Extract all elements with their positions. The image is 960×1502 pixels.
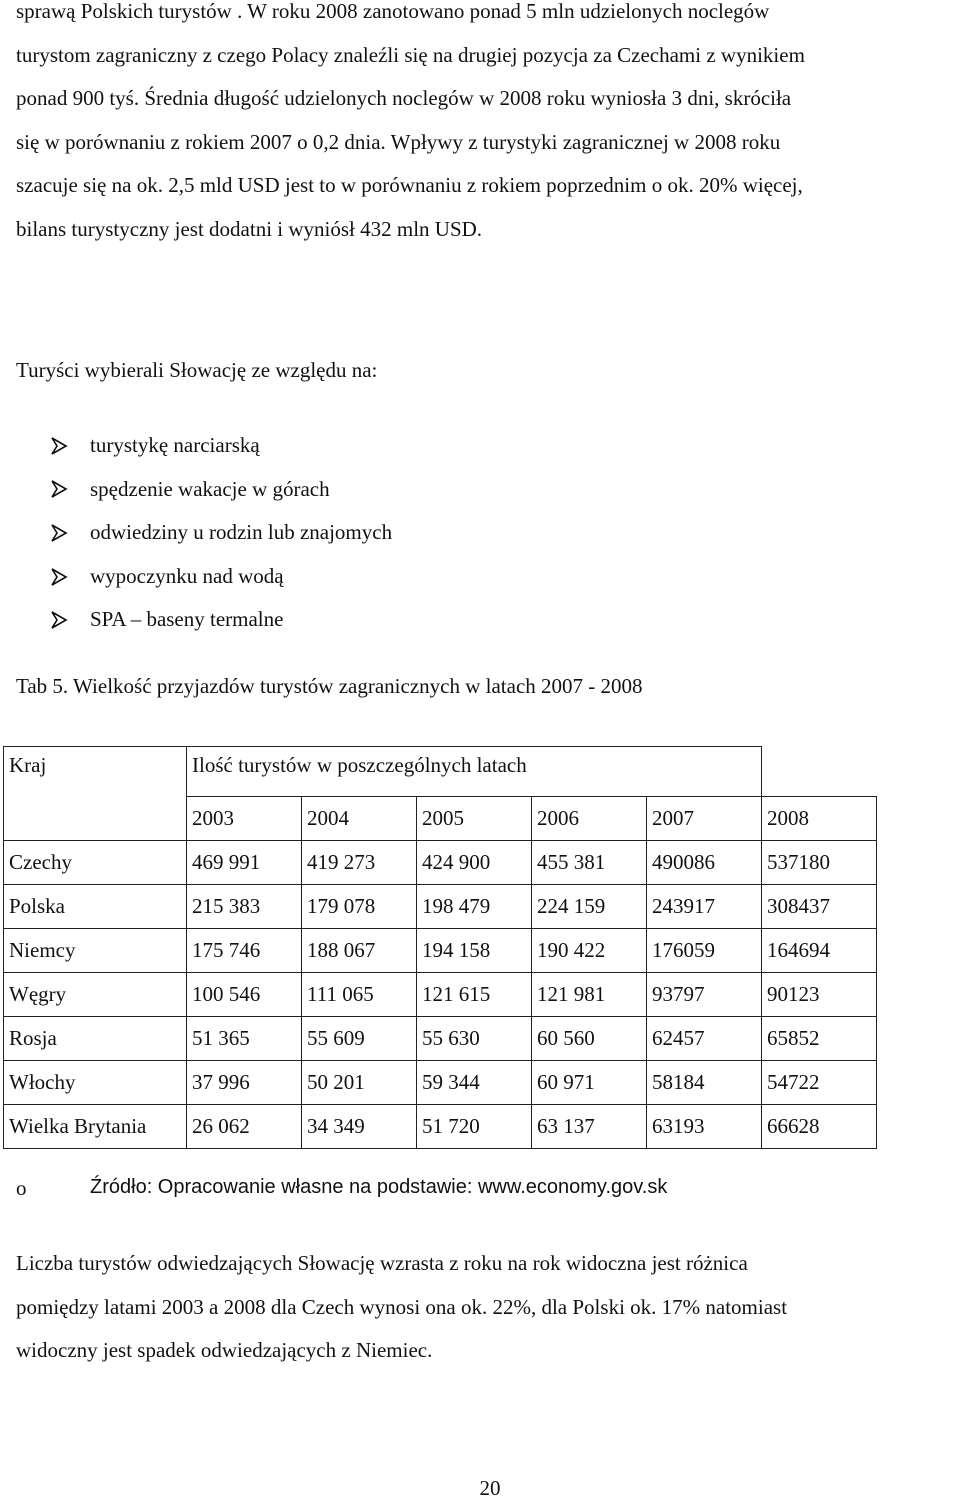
- value-cell: 100 546: [187, 973, 302, 1017]
- paragraph-tourism-stats: [16, 0, 946, 251]
- value-cell: 58184: [647, 1061, 762, 1105]
- country-cell: Rosja: [4, 1017, 187, 1061]
- corner-header: Kraj: [4, 747, 187, 797]
- list-item: [50, 468, 392, 512]
- country-cell: Niemcy: [4, 929, 187, 973]
- list-item: [50, 598, 392, 642]
- value-cell: 93797: [647, 973, 762, 1017]
- value-cell: 419 273: [302, 841, 417, 885]
- value-cell: 188 067: [302, 929, 417, 973]
- value-cell: 121 981: [532, 973, 647, 1017]
- value-cell: 60 971: [532, 1061, 647, 1105]
- paragraph-line: bilans turystyczny jest dodatni i wyniósł 432 mln USD.: [16, 216, 483, 241]
- paragraph-line: Liczba turystów odwiedzających Słowację wzrasta z roku na rok widoczna jest różnica: [16, 1251, 748, 1275]
- table-row: [4, 929, 877, 973]
- value-cell: 424 900: [417, 841, 532, 885]
- list-item: [50, 424, 392, 468]
- table-caption: Tab 5. Wielkość przyjazdów turystów zagranicznych w latach 2007 - 2008: [16, 674, 643, 698]
- value-cell: 308437: [762, 885, 877, 929]
- value-cell: 194 158: [417, 929, 532, 973]
- page-number: 20: [479, 1476, 501, 1500]
- value-cell: 190 422: [532, 929, 647, 973]
- country-cell: Czechy: [4, 841, 187, 885]
- value-cell: 224 159: [532, 885, 647, 929]
- arrowhead-bullet-icon: [50, 437, 68, 455]
- value-cell: 59 344: [417, 1061, 532, 1105]
- paragraph-line: sprawą Polskich turystów . W roku 2008 zanotowano ponad 5 mln udzielonych noclegów: [16, 0, 770, 23]
- year-header: 2003: [187, 797, 302, 841]
- value-cell: 490086: [647, 841, 762, 885]
- value-cell: 63193: [647, 1105, 762, 1149]
- value-cell: 34 349: [302, 1105, 417, 1149]
- list-item-label: odwiedziny u rodzin lub znajomych: [90, 520, 393, 545]
- table-row: [4, 973, 877, 1017]
- list-item-label: SPA – baseny termalne: [90, 607, 284, 632]
- value-cell: 37 996: [187, 1061, 302, 1105]
- year-header: 2005: [417, 797, 532, 841]
- value-cell: 164694: [762, 929, 877, 973]
- paragraph-line: widoczny jest spadek odwiedzających z Niemiec.: [16, 1338, 433, 1362]
- table-row: [4, 1017, 877, 1061]
- source-note: [16, 1176, 667, 1201]
- country-cell: Węgry: [4, 973, 187, 1017]
- value-cell: 55 630: [417, 1017, 532, 1061]
- paragraph-line: turystom zagraniczny z czego Polacy znaleźli się na drugiej pozycja za Czechami z wynikiem: [16, 42, 805, 67]
- year-header: 2006: [532, 797, 647, 841]
- year-header: 2004: [302, 797, 417, 841]
- value-cell: 50 201: [302, 1061, 417, 1105]
- country-cell: Polska: [4, 885, 187, 929]
- value-cell: 179 078: [302, 885, 417, 929]
- value-cell: 60 560: [532, 1017, 647, 1061]
- source-text: Źródło: Opracowanie własne na podstawie: www.economy.gov.sk: [90, 1176, 668, 1198]
- value-cell: 66628: [762, 1105, 877, 1149]
- country-cell: Włochy: [4, 1061, 187, 1105]
- list-item-label: turystykę narciarską: [90, 433, 260, 457]
- paragraph-line: się w porównaniu z rokiem 2007 o 0,2 dnia. Wpływy z turystyki zagranicznej w 2008 roku: [16, 129, 781, 154]
- source-marker: o: [16, 1176, 27, 1200]
- reasons-intro: Turyści wybierali Słowację ze względu na:: [16, 358, 378, 382]
- table-row: [4, 1061, 877, 1105]
- tourists-table: [3, 746, 877, 1149]
- value-cell: 243917: [647, 885, 762, 929]
- corner-header-cont: [4, 797, 187, 841]
- value-cell: 198 479: [417, 885, 532, 929]
- year-header: 2007: [647, 797, 762, 841]
- value-cell: 215 383: [187, 885, 302, 929]
- value-cell: 469 991: [187, 841, 302, 885]
- value-cell: 111 065: [302, 973, 417, 1017]
- paragraph-line: pomiędzy latami 2003 a 2008 dla Czech wynosi ona ok. 22%, dla Polski ok. 17% natomiast: [16, 1294, 788, 1319]
- table-header-row: [4, 747, 877, 797]
- list-item: [50, 511, 392, 555]
- value-cell: 537180: [762, 841, 877, 885]
- paragraph-line: ponad 900 tyś. Średnia długość udzielonych noclegów w 2008 roku wyniosła 3 dni, skróciła: [16, 86, 792, 110]
- list-item-label: wypoczynku nad wodą: [90, 563, 284, 588]
- value-cell: 121 615: [417, 973, 532, 1017]
- list-item: [50, 555, 392, 599]
- value-cell: 176059: [647, 929, 762, 973]
- value-cell: 90123: [762, 973, 877, 1017]
- year-header: 2008: [762, 797, 877, 841]
- value-cell: 65852: [762, 1017, 877, 1061]
- table-row: [4, 841, 877, 885]
- arrowhead-bullet-icon: [50, 568, 68, 586]
- table-row: [4, 885, 877, 929]
- value-cell: 455 381: [532, 841, 647, 885]
- value-cell: 63 137: [532, 1105, 647, 1149]
- reasons-list: [50, 424, 392, 642]
- group-header: Ilość turystów w poszczególnych latach: [187, 747, 762, 797]
- value-cell: 55 609: [302, 1017, 417, 1061]
- arrowhead-bullet-icon: [50, 611, 68, 629]
- list-item-label: spędzenie wakacje w górach: [90, 476, 330, 501]
- empty-cell: [762, 747, 877, 797]
- paragraph-conclusion: [16, 1242, 946, 1373]
- paragraph-line: szacuje się na ok. 2,5 mld USD jest to w porównaniu z rokiem poprzednim o ok. 20% więcej,: [16, 173, 803, 197]
- value-cell: 26 062: [187, 1105, 302, 1149]
- country-cell: Wielka Brytania: [4, 1105, 187, 1149]
- value-cell: 62457: [647, 1017, 762, 1061]
- value-cell: 175 746: [187, 929, 302, 973]
- year-header-row: [4, 797, 877, 841]
- value-cell: 51 365: [187, 1017, 302, 1061]
- arrowhead-bullet-icon: [50, 524, 68, 542]
- arrowhead-bullet-icon: [50, 480, 68, 498]
- table-row: [4, 1105, 877, 1149]
- value-cell: 51 720: [417, 1105, 532, 1149]
- value-cell: 54722: [762, 1061, 877, 1105]
